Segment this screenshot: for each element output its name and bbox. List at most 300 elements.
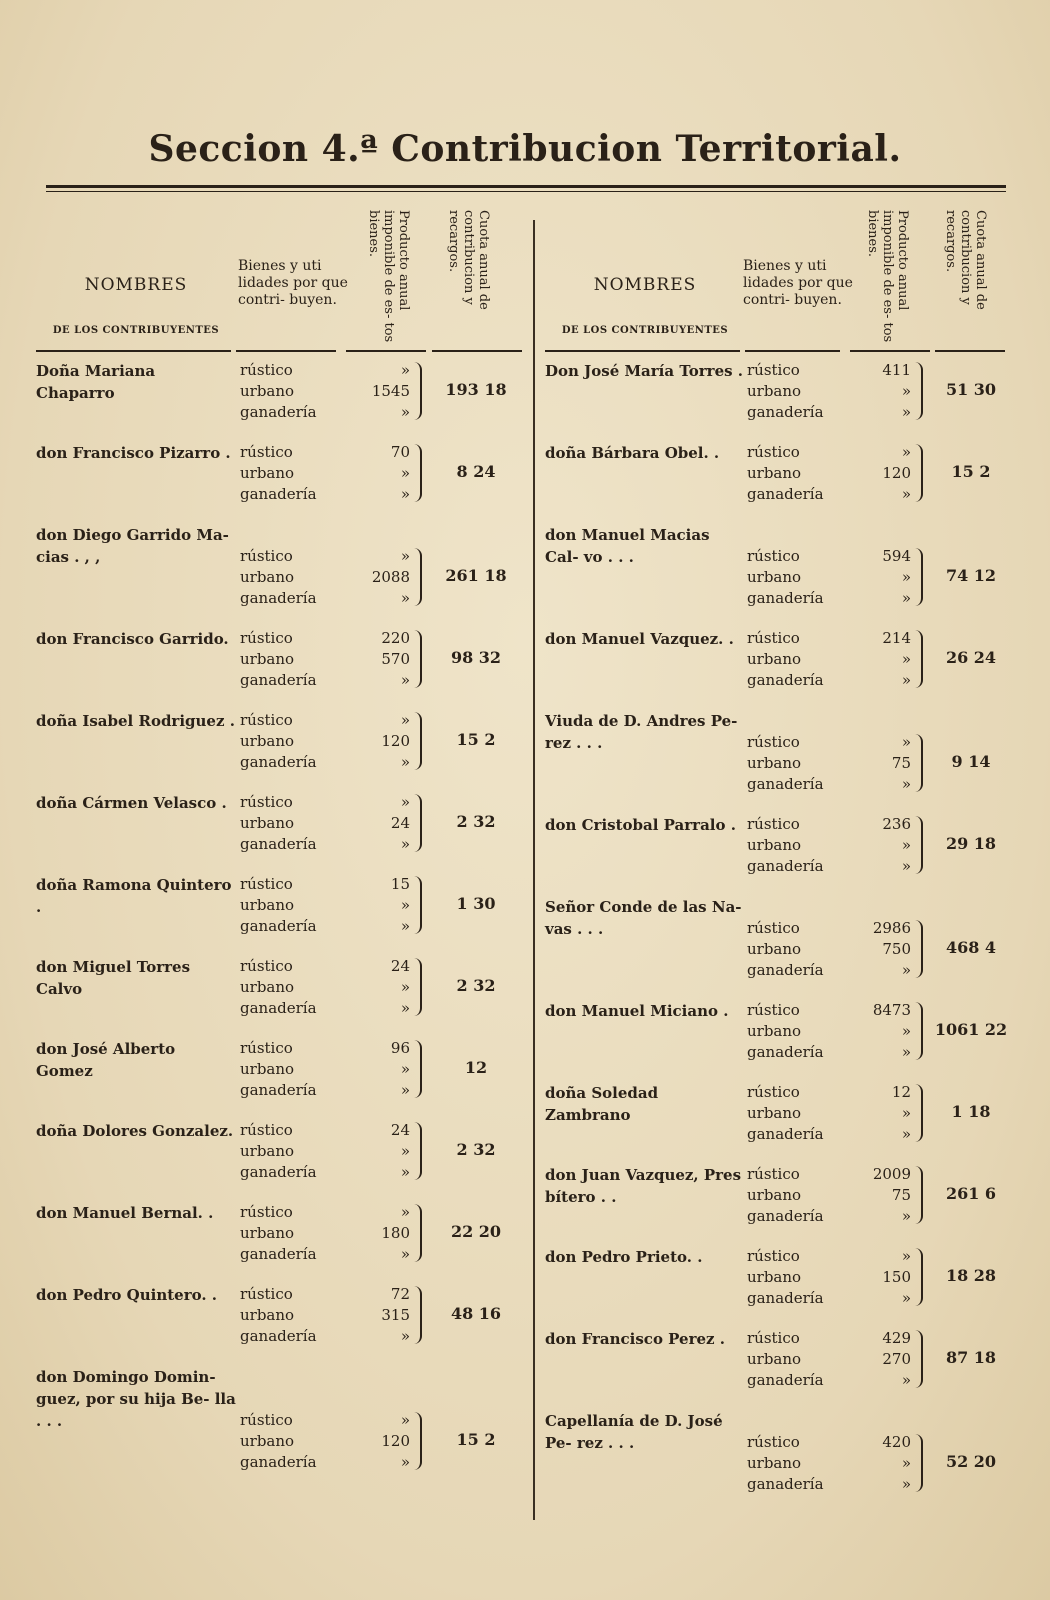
asset-kind: urbano bbox=[240, 1142, 295, 1160]
brace bbox=[414, 548, 422, 606]
asset-kinds bbox=[747, 918, 824, 981]
table-row bbox=[36, 628, 526, 710]
contributor-name: don Francisco Garrido. bbox=[36, 630, 229, 648]
asset-kinds bbox=[240, 1410, 317, 1473]
asset-kinds bbox=[240, 628, 317, 691]
brace bbox=[414, 1204, 422, 1262]
asset-kind: rústico bbox=[240, 711, 293, 729]
contributor-name: Doña Mariana Chaparro bbox=[36, 362, 156, 402]
asset-kind: ganadería bbox=[747, 1043, 824, 1061]
table-row bbox=[545, 814, 1020, 896]
product-value: » bbox=[400, 917, 410, 935]
asset-kind: ganadería bbox=[240, 1245, 317, 1263]
asset-kind: ganadería bbox=[747, 403, 824, 421]
product-value: 2009 bbox=[872, 1165, 911, 1183]
brace bbox=[414, 1412, 422, 1470]
product-value: 8473 bbox=[872, 1001, 911, 1019]
product-value: » bbox=[400, 978, 410, 996]
asset-kind: urbano bbox=[747, 1350, 802, 1368]
contributor-name: don Cristobal Parralo . bbox=[545, 816, 736, 834]
table-row bbox=[545, 1328, 1020, 1410]
brace bbox=[414, 1122, 422, 1180]
brace bbox=[414, 1286, 422, 1344]
product-value: » bbox=[901, 775, 911, 793]
right-header bbox=[545, 200, 1020, 360]
asset-kind: rústico bbox=[747, 361, 800, 379]
asset-kind: rústico bbox=[747, 1329, 800, 1347]
product-values bbox=[851, 360, 911, 423]
contributor-name: don Diego Garrido Ma- cias . , , bbox=[36, 526, 229, 566]
product-value: » bbox=[901, 589, 911, 607]
brace bbox=[414, 444, 422, 502]
asset-kinds bbox=[747, 1000, 824, 1063]
contributor-name: Don José María Torres . bbox=[545, 362, 744, 380]
product-value: » bbox=[901, 1247, 911, 1265]
contributor-name: doña Ramona Quintero . bbox=[36, 876, 232, 916]
asset-kind: rústico bbox=[240, 547, 293, 565]
asset-kind: ganadería bbox=[747, 1289, 824, 1307]
brace bbox=[915, 630, 923, 688]
asset-kind: ganadería bbox=[747, 1475, 824, 1493]
product-value: » bbox=[901, 650, 911, 668]
asset-kind: urbano bbox=[747, 650, 802, 668]
asset-kind: urbano bbox=[240, 382, 295, 400]
cuota-value: 51 30 bbox=[945, 380, 997, 399]
cuota-value: 22 20 bbox=[450, 1222, 502, 1241]
brace bbox=[915, 362, 923, 420]
asset-kinds bbox=[240, 956, 317, 1019]
product-values bbox=[350, 546, 410, 609]
asset-kind: urbano bbox=[747, 754, 802, 772]
table-row bbox=[36, 874, 526, 956]
asset-kind: rústico bbox=[240, 793, 293, 811]
asset-kind: urbano bbox=[747, 1104, 802, 1122]
header-cuota: Cuota anual de contribucion y recargos. bbox=[446, 210, 491, 310]
cuota-value: 1061 22 bbox=[934, 1020, 1008, 1039]
product-value: » bbox=[901, 485, 911, 503]
table-row bbox=[36, 360, 526, 442]
contributor-name: Señor Conde de las Na- vas . . . bbox=[545, 898, 742, 938]
asset-kind: ganadería bbox=[240, 485, 317, 503]
header-bienes: Bienes y uti lidades por que contri- buyen. bbox=[238, 258, 348, 308]
asset-kind: urbano bbox=[747, 1454, 802, 1472]
right-column bbox=[545, 200, 1020, 1514]
brace bbox=[414, 958, 422, 1016]
asset-kinds bbox=[240, 1120, 317, 1183]
product-value: 24 bbox=[390, 1121, 410, 1139]
asset-kind: urbano bbox=[240, 1224, 295, 1242]
asset-kind: rústico bbox=[240, 1203, 293, 1221]
contributor-name: don Manuel Vazquez. . bbox=[545, 630, 734, 648]
asset-kind: rústico bbox=[747, 1433, 800, 1451]
product-value: 72 bbox=[390, 1285, 410, 1303]
asset-kind: rústico bbox=[240, 443, 293, 461]
table-row bbox=[36, 1366, 526, 1492]
product-value: » bbox=[901, 1289, 911, 1307]
table-row bbox=[545, 1082, 1020, 1164]
cuota-value: 98 32 bbox=[450, 648, 502, 667]
asset-kind: ganadería bbox=[747, 1207, 824, 1225]
table-row bbox=[545, 1000, 1020, 1082]
product-value: » bbox=[901, 1125, 911, 1143]
brace bbox=[915, 920, 923, 978]
product-values bbox=[350, 1038, 410, 1101]
header-producto: Producto anual imponible de es- tos bienes. bbox=[366, 210, 411, 343]
asset-kind: ganadería bbox=[240, 589, 317, 607]
asset-kind: ganadería bbox=[747, 1371, 824, 1389]
asset-kind: rústico bbox=[240, 875, 293, 893]
product-value: » bbox=[901, 382, 911, 400]
product-value: 180 bbox=[381, 1224, 410, 1242]
contributor-name: doña Dolores Gonzalez. bbox=[36, 1122, 234, 1140]
contributor-name: don Manuel Bernal. . bbox=[36, 1204, 214, 1222]
asset-kind: rústico bbox=[747, 1165, 800, 1183]
asset-kinds bbox=[747, 1246, 824, 1309]
product-value: 75 bbox=[891, 1186, 911, 1204]
contributor-name: don Manuel Macias Cal- vo . . . bbox=[545, 526, 710, 566]
product-value: » bbox=[400, 896, 410, 914]
asset-kind: rústico bbox=[747, 1001, 800, 1019]
product-value: » bbox=[400, 1081, 410, 1099]
contributor-name: don Domingo Domin- guez, por su hija Be- lla . . . bbox=[36, 1368, 236, 1430]
brace bbox=[915, 548, 923, 606]
asset-kind: rústico bbox=[240, 957, 293, 975]
product-value: » bbox=[901, 1104, 911, 1122]
asset-kind: urbano bbox=[240, 1432, 295, 1450]
product-value: » bbox=[400, 1203, 410, 1221]
table-row bbox=[545, 524, 1020, 628]
asset-kind: urbano bbox=[747, 1186, 802, 1204]
product-value: » bbox=[400, 1327, 410, 1345]
title-rule-thin bbox=[46, 191, 1006, 192]
product-value: » bbox=[400, 485, 410, 503]
header-contribuyentes: DE LOS CONTRIBUYENTES bbox=[52, 325, 220, 336]
left-entries bbox=[36, 360, 526, 1492]
cuota-value: 1 30 bbox=[456, 894, 496, 913]
asset-kind: ganadería bbox=[240, 1163, 317, 1181]
product-value: » bbox=[400, 793, 410, 811]
cuota-value: 193 18 bbox=[445, 380, 507, 399]
cuota-value: 9 14 bbox=[951, 752, 991, 771]
brace bbox=[414, 362, 422, 420]
page-title: Seccion 4.ª Contribucion Territorial. bbox=[148, 128, 902, 170]
product-value: 96 bbox=[390, 1039, 410, 1057]
brace bbox=[915, 1434, 923, 1492]
table-row bbox=[36, 1038, 526, 1120]
contributor-name: doña Cármen Velasco . bbox=[36, 794, 227, 812]
cuota-value: 261 18 bbox=[445, 566, 507, 585]
asset-kind: urbano bbox=[240, 814, 295, 832]
brace bbox=[915, 1330, 923, 1388]
contributor-name: don Miguel Torres Calvo bbox=[36, 958, 191, 998]
contributor-name: doña Bárbara Obel. . bbox=[545, 444, 720, 462]
asset-kind: rústico bbox=[240, 1285, 293, 1303]
brace bbox=[915, 734, 923, 792]
asset-kind: ganadería bbox=[747, 671, 824, 689]
product-value: » bbox=[400, 671, 410, 689]
cuota-value: 52 20 bbox=[945, 1452, 997, 1471]
brace bbox=[915, 1084, 923, 1142]
asset-kinds bbox=[240, 1038, 317, 1101]
header-bienes: Bienes y uti lidades por que contri- buyen. bbox=[743, 258, 853, 308]
asset-kind: rústico bbox=[240, 1039, 293, 1057]
product-value: 15 bbox=[390, 875, 410, 893]
asset-kind: ganadería bbox=[240, 671, 317, 689]
asset-kind: urbano bbox=[747, 940, 802, 958]
brace bbox=[414, 1040, 422, 1098]
header-underline bbox=[36, 350, 231, 352]
left-header bbox=[36, 200, 526, 360]
asset-kind: rústico bbox=[747, 443, 800, 461]
contributor-name: don Pedro Prieto. . bbox=[545, 1248, 703, 1266]
header-underline bbox=[850, 350, 930, 352]
product-value: » bbox=[901, 443, 911, 461]
table-row bbox=[545, 710, 1020, 814]
asset-kinds bbox=[747, 814, 824, 877]
asset-kinds bbox=[240, 546, 317, 609]
cuota-value: 2 32 bbox=[456, 812, 496, 831]
cuota-value: 468 4 bbox=[945, 938, 997, 957]
brace bbox=[414, 794, 422, 852]
asset-kinds bbox=[240, 360, 317, 423]
header-contribuyentes: DE LOS CONTRIBUYENTES bbox=[561, 325, 729, 336]
header-cuota: Cuota anual de contribucion y recargos. bbox=[943, 210, 988, 310]
right-entries bbox=[545, 360, 1020, 1514]
asset-kind: ganadería bbox=[240, 999, 317, 1017]
table-row bbox=[36, 1202, 526, 1284]
asset-kinds bbox=[747, 1082, 824, 1145]
header-underline bbox=[935, 350, 1005, 352]
cuota-value: 15 2 bbox=[456, 1430, 496, 1449]
column-divider bbox=[533, 220, 535, 1520]
asset-kinds bbox=[240, 1202, 317, 1265]
product-value: 420 bbox=[882, 1433, 911, 1451]
cuota-value: 87 18 bbox=[945, 1348, 997, 1367]
asset-kind: urbano bbox=[240, 568, 295, 586]
header-nombres: NOMBRES bbox=[84, 275, 188, 295]
product-value: 214 bbox=[882, 629, 911, 647]
product-value: » bbox=[901, 568, 911, 586]
brace bbox=[915, 444, 923, 502]
product-value: » bbox=[400, 1411, 410, 1429]
product-values bbox=[350, 1284, 410, 1347]
asset-kind: rústico bbox=[747, 733, 800, 751]
product-values bbox=[350, 792, 410, 855]
asset-kinds bbox=[747, 1164, 824, 1227]
product-value: 236 bbox=[882, 815, 911, 833]
asset-kinds bbox=[747, 732, 824, 795]
product-values bbox=[350, 1202, 410, 1265]
cuota-value: 26 24 bbox=[945, 648, 997, 667]
product-value: 570 bbox=[381, 650, 410, 668]
contributor-name: don Manuel Miciano . bbox=[545, 1002, 729, 1020]
cuota-value: 29 18 bbox=[945, 834, 997, 853]
product-value: 120 bbox=[882, 464, 911, 482]
asset-kind: ganadería bbox=[240, 1327, 317, 1345]
asset-kinds bbox=[747, 1432, 824, 1495]
brace bbox=[915, 1166, 923, 1224]
asset-kind: ganadería bbox=[240, 403, 317, 421]
product-values bbox=[350, 360, 410, 423]
asset-kind: rústico bbox=[747, 815, 800, 833]
product-value: 24 bbox=[390, 814, 410, 832]
header-nombres: NOMBRES bbox=[593, 275, 697, 295]
asset-kinds bbox=[240, 442, 317, 505]
asset-kinds bbox=[747, 546, 824, 609]
product-values bbox=[350, 1120, 410, 1183]
table-row bbox=[545, 628, 1020, 710]
product-value: 750 bbox=[882, 940, 911, 958]
asset-kind: urbano bbox=[747, 836, 802, 854]
asset-kinds bbox=[240, 710, 317, 773]
asset-kind: ganadería bbox=[747, 857, 824, 875]
table-row bbox=[36, 442, 526, 524]
header-producto: Producto anual imponible de es- tos bienes. bbox=[865, 210, 910, 343]
product-value: » bbox=[901, 733, 911, 751]
asset-kind: ganadería bbox=[240, 1081, 317, 1099]
cuota-value: 261 6 bbox=[945, 1184, 997, 1203]
product-values bbox=[851, 1082, 911, 1145]
asset-kind: ganadería bbox=[747, 1125, 824, 1143]
asset-kind: rústico bbox=[240, 1121, 293, 1139]
product-values bbox=[851, 1432, 911, 1495]
product-values bbox=[851, 918, 911, 981]
asset-kind: ganadería bbox=[747, 775, 824, 793]
asset-kind: ganadería bbox=[747, 485, 824, 503]
product-value: » bbox=[400, 753, 410, 771]
asset-kind: ganadería bbox=[747, 961, 824, 979]
product-values bbox=[350, 956, 410, 1019]
contributor-name: doña Soledad Zambrano bbox=[545, 1084, 659, 1124]
product-values bbox=[350, 628, 410, 691]
product-values bbox=[851, 1246, 911, 1309]
asset-kind: ganadería bbox=[240, 835, 317, 853]
header-underline bbox=[745, 350, 840, 352]
product-value: » bbox=[400, 589, 410, 607]
brace bbox=[414, 630, 422, 688]
product-value: 2986 bbox=[872, 919, 911, 937]
asset-kind: urbano bbox=[240, 896, 295, 914]
asset-kind: urbano bbox=[747, 464, 802, 482]
product-value: » bbox=[901, 836, 911, 854]
product-values bbox=[851, 1328, 911, 1391]
asset-kinds bbox=[240, 792, 317, 855]
asset-kind: ganadería bbox=[240, 1453, 317, 1471]
cuota-value: 2 32 bbox=[456, 976, 496, 995]
product-values bbox=[851, 732, 911, 795]
asset-kind: urbano bbox=[747, 1268, 802, 1286]
product-value: » bbox=[901, 961, 911, 979]
product-value: 24 bbox=[390, 957, 410, 975]
product-values bbox=[350, 1410, 410, 1473]
product-value: » bbox=[400, 711, 410, 729]
brace bbox=[414, 712, 422, 770]
product-value: » bbox=[400, 835, 410, 853]
product-value: 270 bbox=[882, 1350, 911, 1368]
contributor-name: don Pedro Quintero. . bbox=[36, 1286, 218, 1304]
cuota-value: 18 28 bbox=[945, 1266, 997, 1285]
asset-kind: urbano bbox=[747, 1022, 802, 1040]
contributor-name: Viuda de D. Andres Pe- rez . . . bbox=[545, 712, 738, 752]
table-row bbox=[36, 710, 526, 792]
cuota-value: 74 12 bbox=[945, 566, 997, 585]
product-value: » bbox=[901, 1454, 911, 1472]
product-value: 594 bbox=[882, 547, 911, 565]
asset-kind: rústico bbox=[240, 361, 293, 379]
brace bbox=[414, 876, 422, 934]
product-value: 12 bbox=[891, 1083, 911, 1101]
product-value: » bbox=[400, 999, 410, 1017]
cuota-value: 1 18 bbox=[951, 1102, 991, 1121]
product-value: 120 bbox=[381, 1432, 410, 1450]
product-value: » bbox=[901, 403, 911, 421]
asset-kind: rústico bbox=[240, 1411, 293, 1429]
asset-kind: urbano bbox=[240, 1060, 295, 1078]
product-value: » bbox=[400, 361, 410, 379]
product-value: » bbox=[901, 671, 911, 689]
product-value: » bbox=[400, 547, 410, 565]
table-row bbox=[36, 524, 526, 628]
asset-kind: urbano bbox=[747, 382, 802, 400]
cuota-value: 12 bbox=[464, 1058, 488, 1077]
table-row bbox=[36, 1120, 526, 1202]
asset-kind: urbano bbox=[240, 464, 295, 482]
table-row bbox=[545, 360, 1020, 442]
asset-kind: rústico bbox=[747, 547, 800, 565]
product-value: » bbox=[400, 1453, 410, 1471]
brace bbox=[915, 1002, 923, 1060]
contributor-name: don Francisco Pizarro . bbox=[36, 444, 231, 462]
product-value: 150 bbox=[882, 1268, 911, 1286]
product-value: » bbox=[400, 1163, 410, 1181]
asset-kinds bbox=[747, 1328, 824, 1391]
product-value: » bbox=[901, 1371, 911, 1389]
asset-kind: urbano bbox=[240, 732, 295, 750]
header-underline bbox=[432, 350, 522, 352]
product-value: 120 bbox=[381, 732, 410, 750]
contributor-name: doña Isabel Rodriguez . bbox=[36, 712, 235, 730]
contributor-name: don José Alberto Gomez bbox=[36, 1040, 176, 1080]
title-rule bbox=[46, 185, 1006, 188]
asset-kind: ganadería bbox=[240, 753, 317, 771]
product-value: 2088 bbox=[371, 568, 410, 586]
header-underline bbox=[545, 350, 740, 352]
product-values bbox=[851, 814, 911, 877]
product-value: » bbox=[901, 1207, 911, 1225]
asset-kind: urbano bbox=[240, 1306, 295, 1324]
contributor-name: Capellanía de D. José Pe- rez . . . bbox=[545, 1412, 723, 1452]
asset-kind: rústico bbox=[747, 919, 800, 937]
product-values bbox=[350, 710, 410, 773]
header-underline bbox=[346, 350, 426, 352]
cuota-value: 15 2 bbox=[456, 730, 496, 749]
asset-kinds bbox=[747, 360, 824, 423]
cuota-value: 15 2 bbox=[951, 462, 991, 481]
product-values bbox=[851, 628, 911, 691]
left-column bbox=[36, 200, 526, 1492]
product-values bbox=[851, 1000, 911, 1063]
table-row bbox=[545, 896, 1020, 1000]
asset-kind: urbano bbox=[240, 650, 295, 668]
cuota-value: 8 24 bbox=[456, 462, 496, 481]
product-value: 315 bbox=[381, 1306, 410, 1324]
product-value: 75 bbox=[891, 754, 911, 772]
contributor-name: don Francisco Perez . bbox=[545, 1330, 725, 1348]
product-values bbox=[350, 874, 410, 937]
product-values bbox=[851, 546, 911, 609]
brace bbox=[915, 1248, 923, 1306]
product-value: » bbox=[901, 857, 911, 875]
